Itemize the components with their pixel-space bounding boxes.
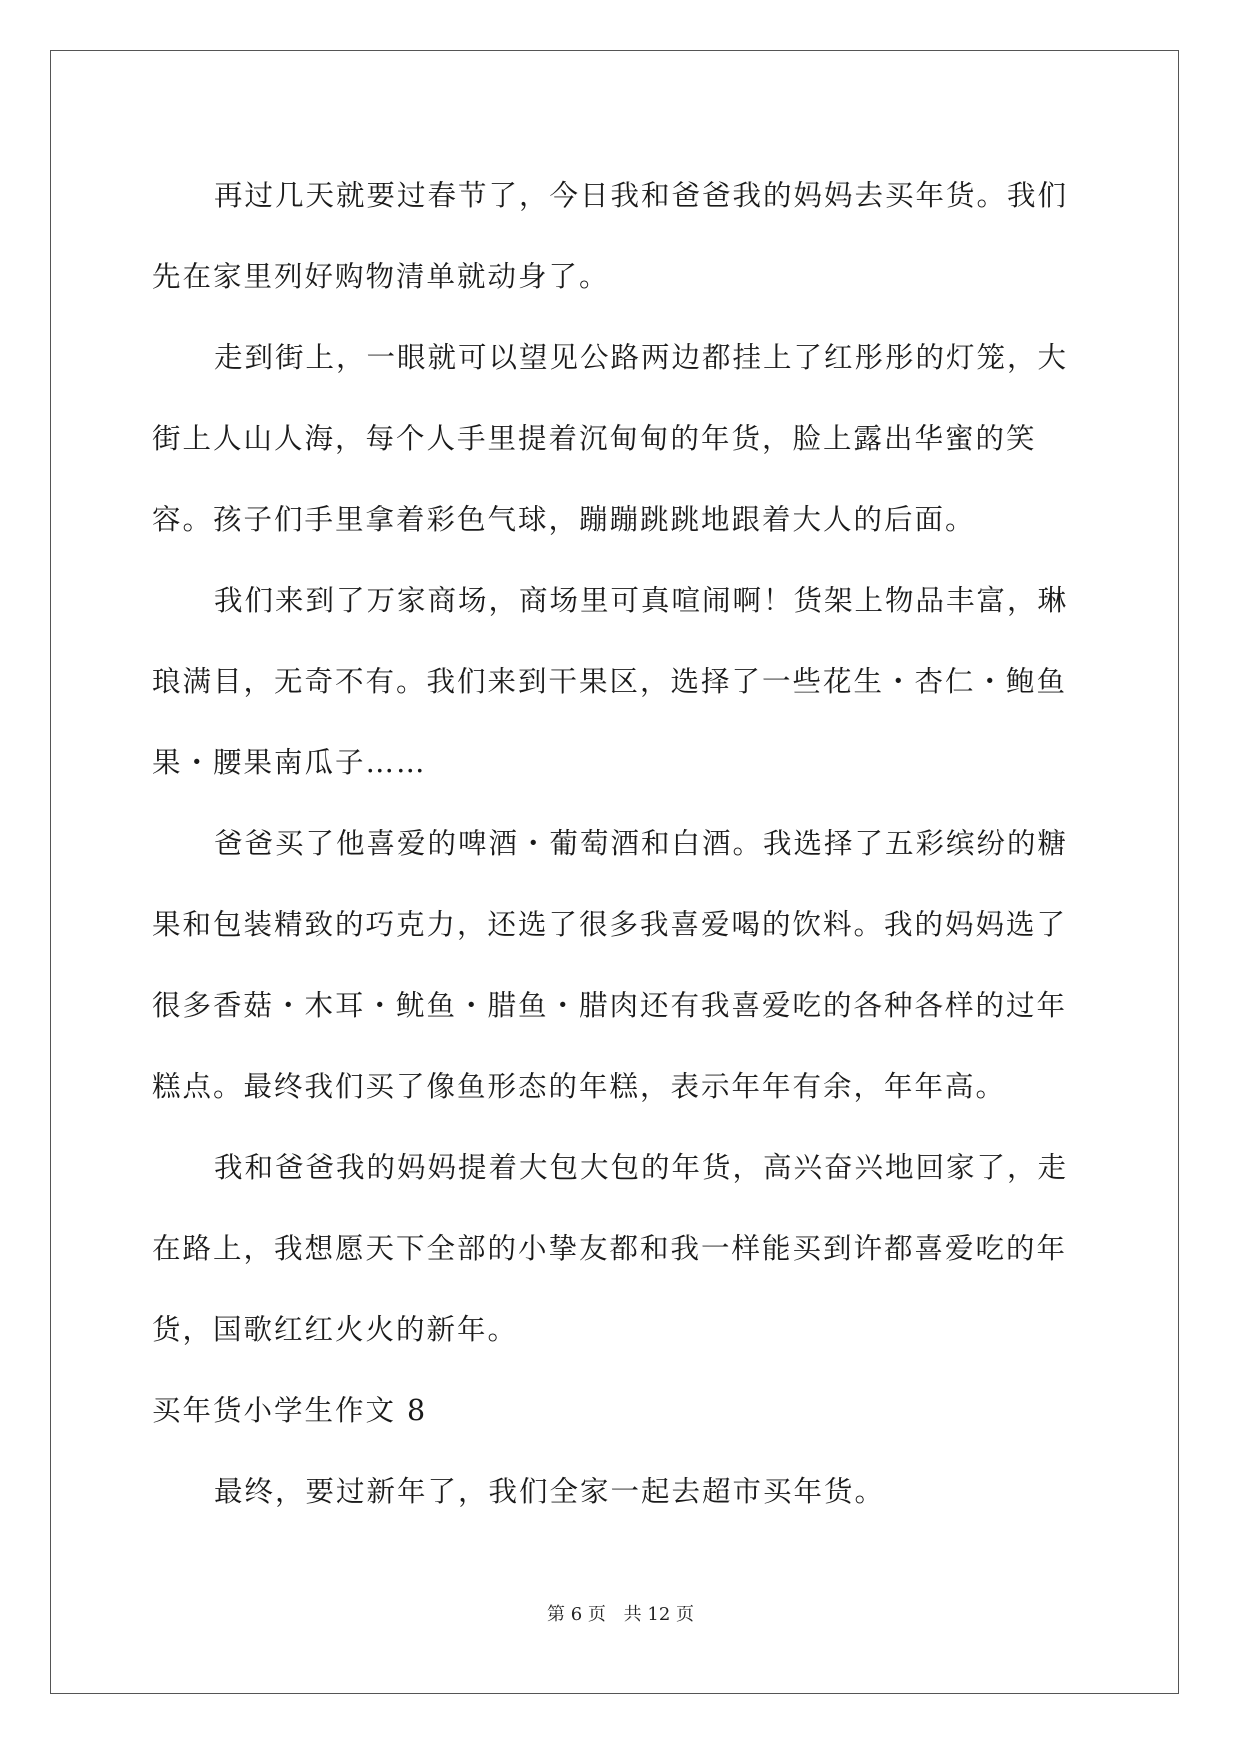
page-number: 第 6 页 — [547, 1604, 606, 1625]
paragraph: 走到街上，一眼就可以望见公路两边都挂上了红彤彤的灯笼，大街上人山人海，每个人手里提着沉甸甸的年货，脸上露出华蜜的笑容。孩子们手里拿着彩色气球，蹦蹦跳跳地跟着大人的后面。 — [152, 341, 1069, 536]
document-body — [152, 155, 1092, 1532]
paragraph: 我和爸爸我的妈妈提着大包大包的年货，高兴奋兴地回家了，走在路上，我想愿天下全部的小挚友都和我一样能买到许都喜爱吃的年货，国歌红红火火的新年。 — [152, 1151, 1069, 1346]
paragraph: 我们来到了万家商场，商场里可真喧闹啊！货架上物品丰富，琳琅满目，无奇不有。我们来到干果区，选择了一些花生・杏仁・鲍鱼果・腰果南瓜子…… — [152, 584, 1069, 779]
paragraph: 爸爸买了他喜爱的啤酒・葡萄酒和白酒。我选择了五彩缤纷的糖果和包装精致的巧克力，还选了很多我喜爱喝的饮料。我的妈妈选了很多香菇・木耳・鱿鱼・腊鱼・腊肉还有我喜爱吃的各种各样的过年糕点。最终我们买了像鱼形态的年糕，表示年年有余，年年高。 — [152, 827, 1069, 1103]
paragraph: 再过几天就要过春节了，今日我和爸爸我的妈妈去买年货。我们先在家里列好购物清单就动身了。 — [152, 179, 1069, 293]
paragraph: 最终，要过新年了，我们全家一起去超市买年货。 — [214, 1475, 886, 1508]
page-footer — [0, 1600, 1241, 1626]
section-heading: 买年货小学生作文 8 — [152, 1394, 428, 1427]
page-total: 共 12 页 — [623, 1604, 694, 1625]
